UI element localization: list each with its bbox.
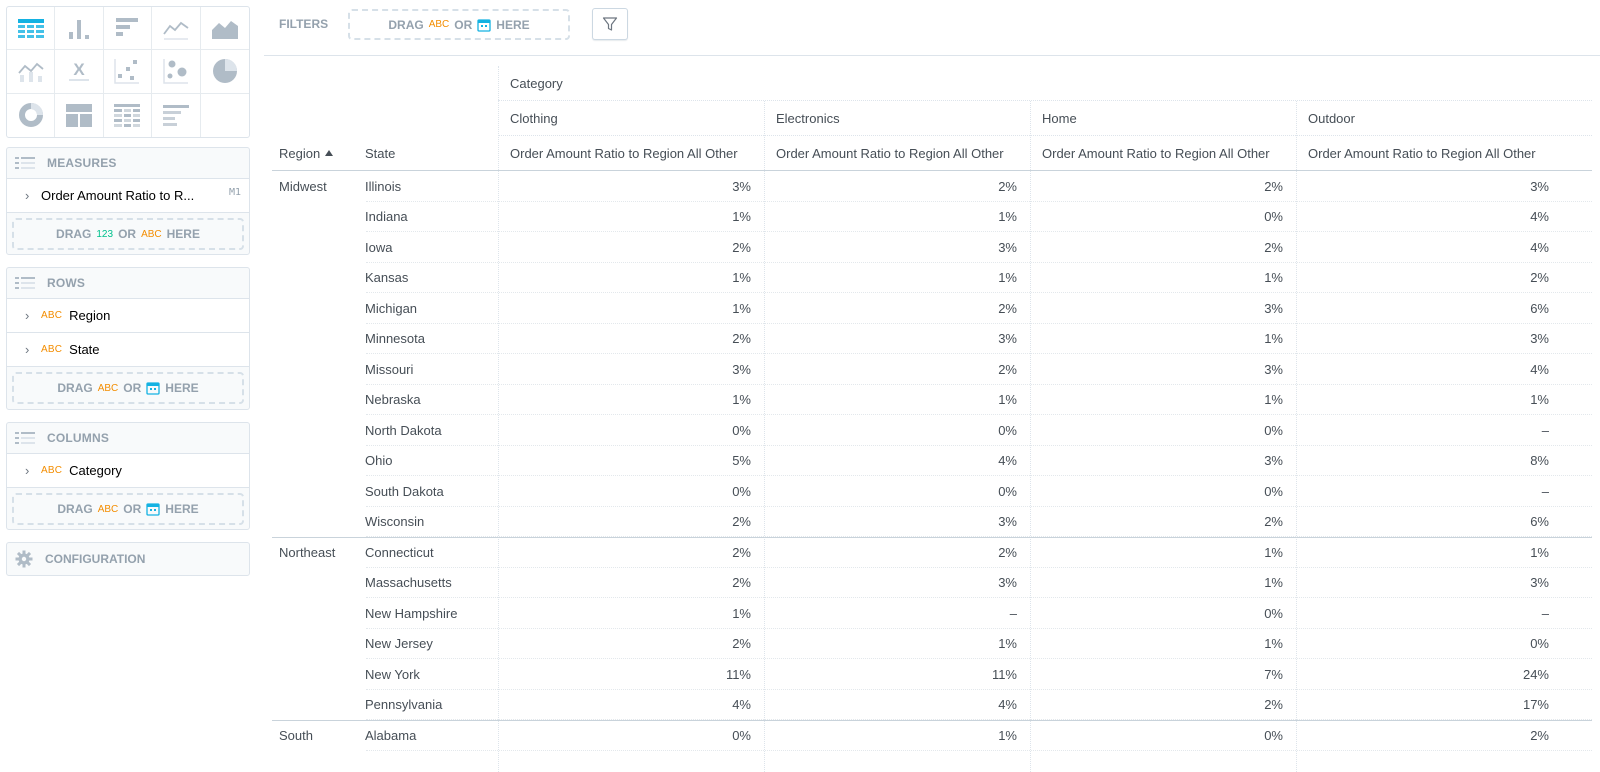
row-item-region[interactable]: [7, 298, 249, 333]
table-row: [272, 324, 1592, 355]
chart-type-bubble[interactable]: [152, 50, 200, 93]
chart-type-heatmap[interactable]: [104, 94, 152, 137]
chart-type-donut[interactable]: [7, 94, 55, 137]
region-cell: [272, 629, 358, 660]
value-cell: 2%: [1530, 727, 1549, 743]
chart-type-table[interactable]: [7, 7, 55, 50]
table-row: [272, 690, 1592, 721]
table-row: [272, 537, 1592, 568]
donut-chart-icon: [15, 99, 47, 131]
columns-drop-zone[interactable]: [12, 493, 244, 525]
region-cell: [272, 446, 358, 477]
list-icon: [15, 431, 37, 445]
value-cell: –: [1541, 422, 1549, 438]
value-cell: 2%: [1264, 178, 1283, 194]
value-cell: 2%: [1530, 270, 1549, 286]
value-cell: 0%: [1264, 605, 1283, 621]
attribute-type-icon: ABC: [97, 503, 119, 515]
table-row: [272, 659, 1592, 690]
region-cell: [272, 476, 358, 507]
value-cell: 3%: [998, 331, 1017, 347]
configuration-section[interactable]: [6, 542, 250, 576]
state-cell: Michigan: [365, 300, 418, 316]
chart-type-combo[interactable]: [7, 50, 55, 93]
value-cell: 0%: [1264, 422, 1283, 438]
chart-type-bullet[interactable]: [152, 94, 200, 137]
table-row: [272, 446, 1592, 477]
chart-type-bar[interactable]: [104, 7, 152, 50]
scatter-chart-icon: [111, 55, 143, 87]
chevron-right-icon[interactable]: ›: [25, 462, 30, 478]
attribute-type-icon: ABC: [41, 310, 63, 321]
chart-type-column[interactable]: [55, 7, 103, 50]
value-cell: 0%: [1264, 209, 1283, 225]
drop-here-text: HERE: [165, 502, 199, 516]
value-cell: 7%: [1264, 666, 1283, 682]
table-row: [272, 629, 1592, 660]
state-cell: New Hampshire: [365, 605, 458, 621]
value-cell: 11%: [725, 666, 751, 682]
area-chart-icon: [209, 12, 241, 44]
region-cell: South: [279, 727, 313, 743]
region-cell: [272, 385, 358, 416]
value-cell: 1%: [998, 209, 1017, 225]
value-cell: 4%: [998, 697, 1017, 713]
table-chart-icon: [15, 12, 47, 44]
line-chart-icon: [160, 12, 192, 44]
columns-header: [7, 423, 249, 453]
value-cell: 0%: [1264, 483, 1283, 499]
region-cell: Midwest: [279, 178, 327, 194]
row-header-state[interactable]: State: [365, 145, 396, 161]
configuration-title: CONFIGURATION: [45, 552, 146, 566]
state-cell: Iowa: [365, 239, 393, 255]
region-cell: [272, 293, 358, 324]
table-row: [272, 415, 1592, 446]
region-cell: [272, 202, 358, 233]
measures-drop-zone[interactable]: [12, 218, 244, 250]
value-cell: 3%: [1264, 300, 1283, 316]
chart-type-scatter[interactable]: [104, 50, 152, 93]
region-cell: [272, 568, 358, 599]
drop-or-text: OR: [454, 17, 473, 32]
table-row: [272, 568, 1592, 599]
column-chart-icon: [63, 12, 95, 44]
value-cell: 3%: [1530, 331, 1549, 347]
attribute-type-icon: ABC: [428, 19, 450, 30]
value-cell: 2%: [732, 575, 751, 591]
row-header-region[interactable]: [272, 136, 358, 170]
region-cell: [272, 354, 358, 385]
region-cell: Northeast: [279, 544, 336, 560]
bubble-chart-icon: [160, 55, 192, 87]
attribute-type-icon: ABC: [41, 344, 63, 355]
chart-type-pie[interactable]: [201, 50, 249, 93]
region-cell: [272, 507, 358, 538]
column-item-category[interactable]: [7, 453, 249, 488]
value-cell: 3%: [1530, 178, 1549, 194]
row-item-label: State: [69, 342, 100, 357]
region-cell: [272, 415, 358, 446]
value-cell: 3%: [1264, 361, 1283, 377]
attribute-type-icon: ABC: [141, 228, 162, 240]
row-header-label: Region: [279, 145, 321, 161]
value-cell: 1%: [998, 392, 1017, 408]
table-row: [272, 354, 1592, 385]
state-cell: Massachusetts: [365, 575, 452, 591]
rows-title: ROWS: [47, 276, 86, 290]
table-row: [272, 232, 1592, 263]
table-row: [272, 171, 1592, 202]
value-cell: 2%: [1264, 514, 1283, 530]
chart-type-line[interactable]: [152, 7, 200, 50]
column-attribute-header[interactable]: Category: [510, 75, 563, 91]
measures-title: MEASURES: [47, 156, 117, 170]
value-cell: 1%: [1264, 392, 1283, 408]
value-cell: 3%: [998, 514, 1017, 530]
table-row: [272, 507, 1592, 538]
measure-item-order-amount-ratio[interactable]: [7, 178, 249, 213]
region-cell: [272, 690, 358, 721]
value-cell: 4%: [1530, 239, 1549, 255]
left-panel: [0, 0, 254, 772]
drop-drag-text: DRAG: [388, 17, 424, 32]
list-icon: [15, 156, 37, 170]
rows-header: [7, 268, 249, 298]
value-cell: 0%: [732, 483, 751, 499]
state-cell: Wisconsin: [365, 514, 425, 530]
category-header-electronics[interactable]: Electronics: [776, 110, 840, 126]
drop-drag-text: DRAG: [57, 502, 93, 516]
value-cell: 2%: [998, 300, 1017, 316]
chevron-right-icon[interactable]: ›: [25, 307, 30, 323]
attribute-type-icon: ABC: [97, 382, 119, 394]
value-cell: 0%: [998, 422, 1017, 438]
value-cell: 3%: [998, 239, 1017, 255]
region-cell: [272, 263, 358, 294]
value-cell: 8%: [1530, 453, 1549, 469]
value-cell: 2%: [732, 514, 751, 530]
heatmap-chart-icon: [111, 99, 143, 131]
column-item-label: Category: [69, 463, 122, 478]
bar-chart-icon: [111, 12, 143, 44]
gear-icon: [15, 550, 33, 568]
state-cell: Minnesota: [365, 331, 425, 347]
value-cell: 0%: [1530, 636, 1549, 652]
value-cell: 3%: [732, 178, 751, 194]
calendar-icon: [477, 18, 491, 32]
pie-chart-icon: [209, 55, 241, 87]
table-row: [272, 293, 1592, 324]
value-cell: 1%: [1264, 331, 1283, 347]
sort-ascending-icon[interactable]: [325, 150, 333, 156]
svg-text:X: X: [73, 60, 85, 80]
value-cell: 1%: [1264, 270, 1283, 286]
row-item-label: Region: [69, 308, 111, 323]
treemap-chart-icon: [63, 99, 95, 131]
value-cell: 1%: [732, 392, 751, 408]
value-cell: 17%: [1522, 697, 1549, 713]
state-cell: Alabama: [365, 727, 417, 743]
value-cell: 2%: [998, 178, 1017, 194]
measure-tag: M1: [228, 187, 241, 198]
measure-header[interactable]: Order Amount Ratio to Region All Other: [1308, 145, 1536, 161]
drop-or-text: OR: [123, 502, 142, 516]
value-cell: 6%: [1530, 514, 1549, 530]
value-cell: 2%: [998, 544, 1017, 560]
measure-label: Order Amount Ratio to R...: [41, 188, 195, 203]
state-cell: South Dakota: [365, 483, 444, 499]
state-cell: Kansas: [365, 270, 409, 286]
category-header-clothing[interactable]: Clothing: [510, 110, 558, 126]
drop-drag-text: DRAG: [57, 381, 93, 395]
value-cell: 0%: [732, 727, 751, 743]
row-separator: [366, 750, 1592, 751]
value-cell: 2%: [732, 636, 751, 652]
value-cell: 24%: [1522, 666, 1549, 682]
table-row: [272, 263, 1592, 294]
value-cell: –: [1541, 605, 1549, 621]
measure-header[interactable]: Order Amount Ratio to Region All Other: [1042, 145, 1270, 161]
measures-header: [7, 148, 249, 178]
row-item-state[interactable]: [7, 332, 249, 367]
chart-type-picker: [6, 6, 250, 138]
state-cell: New Jersey: [365, 636, 433, 652]
chart-type-treemap[interactable]: [55, 94, 103, 137]
measures-bucket: [6, 147, 250, 255]
chart-type-empty-slot: [201, 94, 249, 137]
value-cell: 1%: [1264, 575, 1283, 591]
category-header-outdoor[interactable]: Outdoor: [1308, 110, 1355, 126]
number-type-icon: 123: [96, 228, 114, 240]
columns-title: COLUMNS: [47, 431, 110, 445]
state-cell: Illinois: [365, 178, 402, 194]
value-cell: 1%: [732, 270, 751, 286]
filters-drop-zone[interactable]: [348, 9, 570, 40]
region-cell: [272, 232, 358, 263]
filters-label: FILTERS: [279, 17, 329, 31]
value-cell: 1%: [732, 300, 751, 316]
measure-header[interactable]: Order Amount Ratio to Region All Other: [776, 145, 1004, 161]
drop-drag-text: DRAG: [56, 227, 92, 241]
value-cell: –: [1009, 605, 1017, 621]
headline-chart-icon: [63, 55, 95, 87]
rows-drop-zone[interactable]: [12, 372, 244, 404]
value-cell: 6%: [1530, 300, 1549, 316]
measure-value-filter-button[interactable]: [592, 8, 628, 40]
value-cell: 0%: [1264, 727, 1283, 743]
chart-type-headline[interactable]: [55, 50, 103, 93]
list-icon: [15, 276, 37, 290]
value-cell: 2%: [1264, 697, 1283, 713]
filter-bar: [264, 0, 1600, 56]
table-row: [272, 385, 1592, 416]
table-row: [272, 476, 1592, 507]
value-cell: 4%: [1530, 361, 1549, 377]
region-cell: [272, 598, 358, 629]
bullet-chart-icon: [160, 99, 192, 131]
table-row: [272, 598, 1592, 629]
drop-here-text: HERE: [165, 381, 199, 395]
category-header-home[interactable]: Home: [1042, 110, 1077, 126]
state-cell: Connecticut: [365, 544, 434, 560]
calendar-icon: [146, 502, 160, 516]
value-cell: 1%: [1530, 392, 1549, 408]
calendar-icon: [146, 381, 160, 395]
drop-here-text: HERE: [166, 227, 200, 241]
state-cell: Nebraska: [365, 392, 421, 408]
value-cell: 0%: [732, 422, 751, 438]
value-cell: 1%: [998, 270, 1017, 286]
value-cell: 2%: [1264, 239, 1283, 255]
value-cell: 2%: [998, 361, 1017, 377]
value-cell: 3%: [998, 575, 1017, 591]
value-cell: 1%: [1264, 544, 1283, 560]
value-cell: 4%: [732, 697, 751, 713]
value-cell: 1%: [732, 605, 751, 621]
funnel-icon: [602, 16, 618, 32]
state-cell: New York: [365, 666, 420, 682]
columns-bucket: [6, 422, 250, 530]
table-row: [272, 202, 1592, 233]
value-cell: 1%: [998, 727, 1017, 743]
chart-type-area[interactable]: [201, 7, 249, 50]
value-cell: 0%: [998, 483, 1017, 499]
value-cell: –: [1541, 483, 1549, 499]
measure-header[interactable]: Order Amount Ratio to Region All Other: [510, 145, 738, 161]
combo-chart-icon: [15, 55, 47, 87]
drop-or-text: OR: [118, 227, 137, 241]
value-cell: 11%: [991, 666, 1017, 682]
value-cell: 2%: [732, 544, 751, 560]
state-cell: North Dakota: [365, 422, 442, 438]
state-cell: Pennsylvania: [365, 697, 443, 713]
value-cell: 2%: [732, 331, 751, 347]
value-cell: 3%: [732, 361, 751, 377]
value-cell: 3%: [1264, 453, 1283, 469]
value-cell: 4%: [998, 453, 1017, 469]
state-cell: Indiana: [365, 209, 408, 225]
value-cell: 5%: [732, 453, 751, 469]
attribute-type-icon: ABC: [41, 465, 63, 476]
chevron-right-icon[interactable]: ›: [25, 187, 30, 203]
drop-here-text: HERE: [496, 17, 530, 32]
value-cell: 3%: [1530, 575, 1549, 591]
value-cell: 1%: [998, 636, 1017, 652]
state-cell: Missouri: [365, 361, 414, 377]
value-cell: 1%: [1530, 544, 1549, 560]
drop-or-text: OR: [123, 381, 142, 395]
value-cell: 1%: [732, 209, 751, 225]
value-cell: 2%: [732, 239, 751, 255]
pivot-table: [272, 66, 1592, 772]
value-cell: 1%: [1264, 636, 1283, 652]
chevron-right-icon[interactable]: ›: [25, 341, 30, 357]
region-cell: [272, 324, 358, 355]
table-row: [272, 720, 1592, 751]
region-cell: [272, 659, 358, 690]
rows-bucket: [6, 267, 250, 410]
value-cell: 4%: [1530, 209, 1549, 225]
state-cell: Ohio: [365, 453, 393, 469]
